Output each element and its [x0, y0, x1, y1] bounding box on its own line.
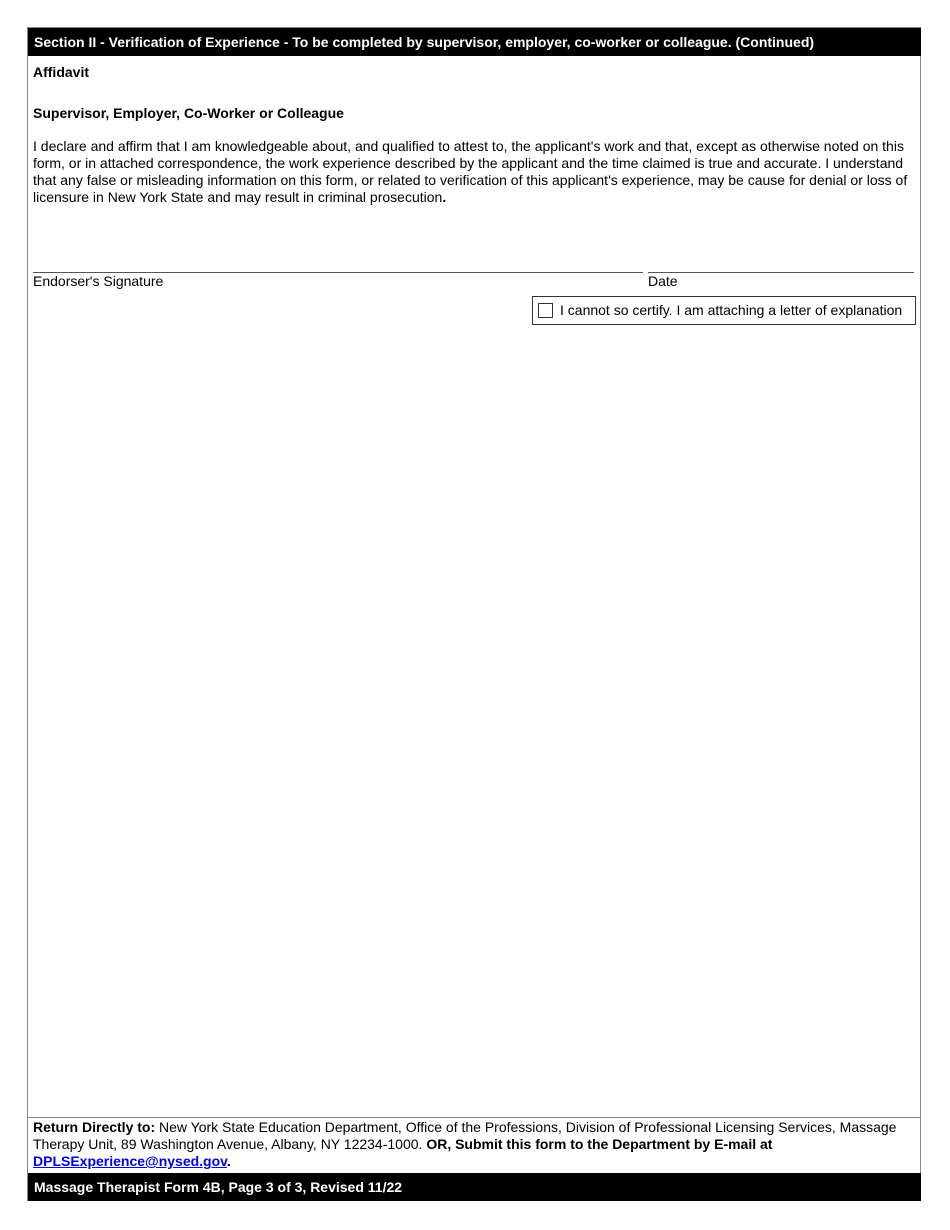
form-footer: Massage Therapist Form 4B, Page 3 of 3, Revised 11/22	[28, 1173, 921, 1201]
return-divider	[28, 1117, 921, 1118]
email-link[interactable]: DPLSExperience@nysed.gov	[33, 1153, 227, 1169]
return-instructions	[33, 1119, 913, 1170]
affidavit-title: Affidavit	[33, 64, 89, 80]
declaration-body: I declare and affirm that I am knowledgeable about, and qualified to attest to, the applicant's work and that, except as otherwise noted on this form, or in attached correspondence, the work experience described by the applicant and the time claimed is true and accurate. I understand that any false or misleading information on this form, or related to verification of this applicant's experience, may be cause for denial or loss of licensure in New York State and may result in criminal prosecution	[33, 138, 908, 205]
declaration-text	[33, 138, 913, 206]
date-field[interactable]	[648, 272, 914, 273]
cannot-certify-option[interactable]	[532, 296, 916, 325]
endorser-type-heading: Supervisor, Employer, Co-Worker or Colleague	[33, 105, 344, 121]
return-lead: Return Directly to:	[33, 1119, 156, 1135]
section-header: Section II - Verification of Experience - To be completed by supervisor, employer, co-worker or colleague. (Continued)	[28, 28, 921, 56]
cannot-certify-label: I cannot so certify. I am attaching a letter of explanation	[560, 302, 903, 318]
email-prompt: OR, Submit this form to the Department by E-mail at	[426, 1136, 773, 1152]
email-period: .	[226, 1153, 231, 1169]
return-address: New York State Education Department, Office of the Professions, Division of Professional Licensing Services, Massage Therapy Unit, 89 Washington Avenue, Albany, NY 12234-1000.	[33, 1119, 897, 1152]
date-label: Date	[648, 273, 678, 289]
cannot-certify-checkbox[interactable]	[538, 303, 553, 318]
signature-label: Endorser's Signature	[33, 273, 164, 289]
declaration-period: .	[442, 189, 447, 205]
